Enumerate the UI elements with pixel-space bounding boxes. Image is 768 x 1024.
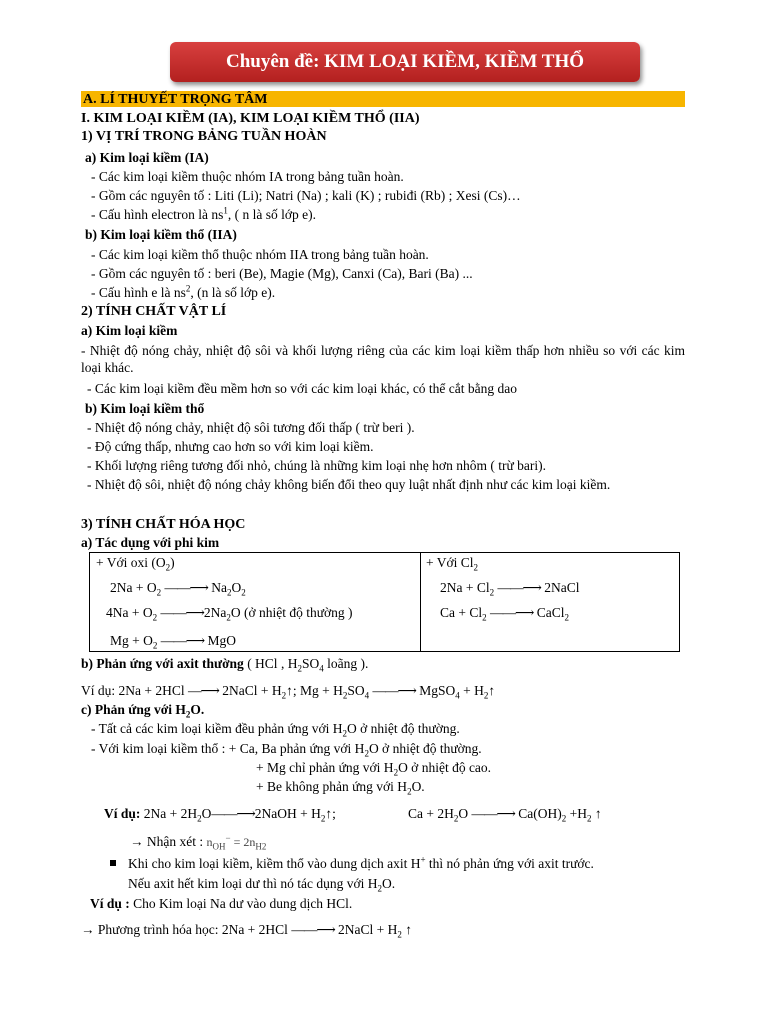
sub-heading-2b: b) Kim loại kiềm thổ [85,401,205,416]
table-cell: + Với oxi $(O_2)$ [96,555,175,573]
text-line: Nếu axit hết kim loại dư thì nó tác dụng với $H_2O$. [128,876,396,894]
remark-line: → Nhận xét : $n_{OH}^- = 2n_{H2}$ [130,833,267,852]
text-line: - Gồm các nguyên tố : beri (Be), Magie (Mg), Canxi (Ca), Bari (Ba) ... [91,266,473,281]
sub-heading-1b: b) Kim loại kiềm thổ (IIA) [85,227,237,242]
example-line: Ví dụ : Cho Kim loại Na dư vào dung dịch HCl. [90,896,353,911]
sub-heading-3a: a) Tác dụng với phi kim [81,535,220,550]
text-line: - Nhiệt độ nóng chảy, nhiệt độ sôi tương đối thấp ( trừ beri ). [87,420,415,435]
text-line: - Cấu hình e là $ns^2$, (n là số lớp e). [91,283,276,300]
text-line: Khi cho kim loại kiềm, kiềm thổ vào dung dịch axit H+ thì nó phản ứng với axit trước. [128,854,594,871]
example-line: Ví dụ: $2Na + 2H_2O——⟶2NaOH$ + $H_2↑$; [104,806,336,824]
heading-1: I. KIM LOẠI KIỀM (IA), KIM LOẠI KIỀM THỔ (IIA) [81,111,420,126]
table-cell: $Ca + Cl_2$ ——⟶ CaCl$_2$ [440,605,569,623]
text-line: - Các kim loại kiềm đều mềm hơn so với các kim loại khác, có thể cắt bằng dao [87,381,518,396]
text-line: + Mg chỉ phản ứng với $H_2O$ ở nhiệt độ cao. [256,760,492,778]
title-banner [170,42,640,82]
paragraph: - Nhiệt độ sôi, nhiệt độ nóng chảy không biến đổi theo quy luật nhất định như các kim loại kiềm. [87,477,611,492]
paragraph: - Nhiệt độ nóng chảy, nhiệt độ sôi và khối lượng riêng của các kim loại kiềm thấp hơn nhiều so với các kim loại khác. [81,343,685,375]
table-cell: $4Na + O_2$ $——⟶2Na_2O$ (ở nhiệt độ thường ) [106,605,353,623]
sub-heading-1: 1) VỊ TRÍ TRONG BẢNG TUẦN HOÀN [81,129,327,144]
page-title: Chuyên đề: KIM LOẠI KIỀM, KIỀM THỔ [225,51,585,72]
sub-heading-3b: b) Phản ứng với axit thường ( HCl , $H_2SO_4$ loãng ). [81,656,369,674]
example-line: → Phương trình hóa học: 2Na + 2HCl ——⟶ 2NaCl + $H_2$ ↑ [81,922,413,940]
table-cell: $2Na + O_2$ ——⟶ $Na_2O_2$ [110,580,246,598]
text-line: - Các kim loại kiềm thuộc nhóm IA trong bảng tuần hoàn. [91,169,404,184]
text-line: - Cấu hình electron là $ns^1$, ( n là số lớp e). [91,205,316,222]
sub-heading-3c: c) Phản ứng với $H_2O$. [81,702,205,720]
text-line: - Độ cứng thấp, nhưng cao hơn so với kim loại kiềm. [87,439,374,454]
bullet-icon [110,860,116,866]
text-line: - Với kim loại kiềm thổ : + Ca, Ba phản ứng với $H_2O$ ở nhiệt độ thường. [91,741,482,759]
text-line: - Khối lượng riêng tương đối nhỏ, chúng là những kim loại nhẹ hơn nhôm ( trừ bari). [87,458,546,473]
text-line: - Tất cả các kim loại kiềm đều phản ứng với $H_2O$ ở nhiệt độ thường. [91,721,460,739]
section-a-heading: A. LÍ THUYẾT TRỌNG TÂM [81,91,685,107]
table-cell: $2Na + Cl_2$ ——⟶ 2NaCl [440,580,580,598]
sub-heading-2: 2) TÍNH CHẤT VẬT LÍ [81,304,227,319]
example-line: Ví dụ: 2Na + 2HCl —⟶ 2NaCl + $H_2↑$; $Mg + H_2SO_4$ ——⟶ MgSO$_4$ + $H_2↑$ [81,683,496,701]
example-line: $Ca + 2H_2O$ ——⟶ $Ca(OH)_2 +H_2$ ↑ [408,806,602,824]
text-line: - Gồm các nguyên tố : Liti (Li); Natri (Na) ; kali (K) ; rubiđi (Rb) ; Xesi (Cs)… [91,188,521,203]
table-cell: $Mg + O_2$ ——⟶ MgO [110,633,236,651]
table-divider [420,553,421,651]
sub-heading-2a: a) Kim loại kiềm [81,323,178,338]
sub-heading-1a: a) Kim loại kiềm (IA) [85,150,209,165]
table-cell: + Với $Cl_2$ [426,555,479,573]
reaction-table [89,552,680,652]
sub-heading-3: 3) TÍNH CHẤT HÓA HỌC [81,517,246,532]
text-line: - Các kim loại kiềm thổ thuộc nhóm IIA trong bảng tuần hoàn. [91,247,429,262]
text-line: + Be không phản ứng với $H_2O$. [256,779,425,797]
